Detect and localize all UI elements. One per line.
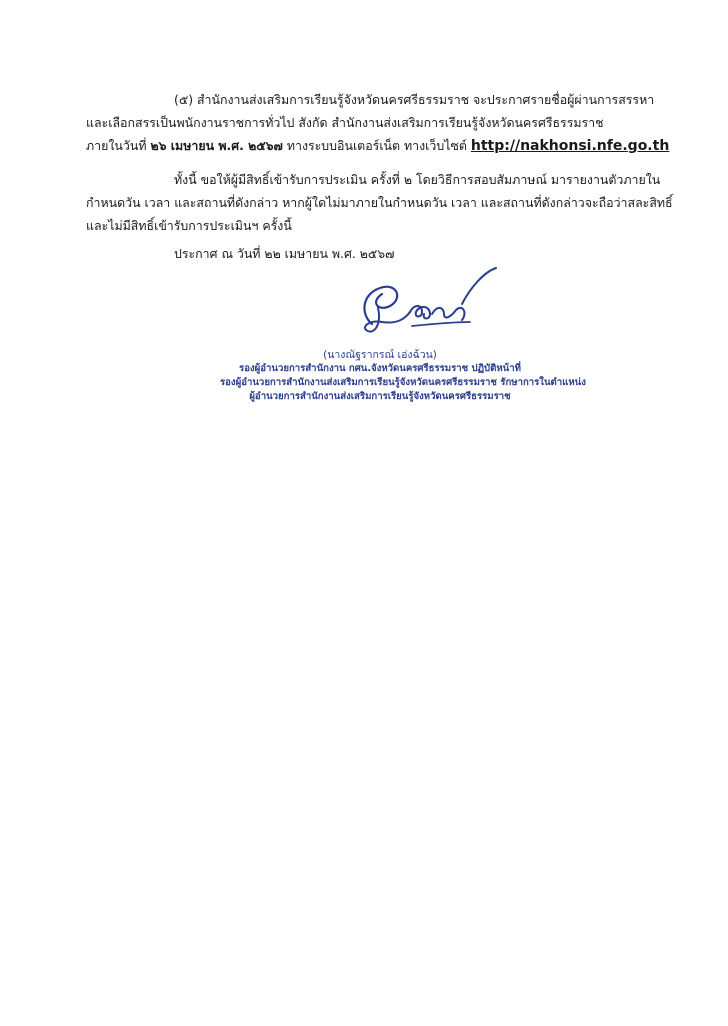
paragraph-line: กำหนดวัน เวลา และสถานที่ดังกล่าว หากผู้ใดไม่มาภายในกำหนดวัน เวลา และสถานที่ดังกล่าวจะถือว่าสละสิทธิ์ (86, 195, 673, 210)
paragraph-report-instructions (86, 168, 673, 237)
handwritten-signature (352, 264, 502, 344)
paragraph-line: (๕) สำนักงานส่งเสริมการเรียนรู้จังหวัดนครศรีธรรมราช จะประกาศรายชื่อผู้ผ่านการสรรหา (174, 92, 655, 107)
signer-name: (นางณัฐรากรณ์ เอ่งฉ้วน) (323, 349, 437, 361)
signer-position-line1: รองผู้อำนวยการสำนักงาน กศน.จังหวัดนครศรีธรรมราช ปฏิบัติหน้าที่ (239, 363, 521, 374)
signer-block (220, 348, 586, 404)
paragraph-line: ทั้งนี้ ขอให้ผู้มีสิทธิ์เข้ารับการประเมิน ครั้งที่ ๒ โดยวิธีการสอบสัมภาษณ์ มารายงานตัวภายใน (174, 172, 661, 187)
announcement-date: ๒๖ เมษายน พ.ศ. ๒๕๖๗ (150, 138, 283, 153)
signer-position-line3: ผู้อำนวยการสำนักงานส่งเสริมการเรียนรู้จังหวัดนครศรีธรรมราช (249, 391, 511, 402)
announcement-date-line: ประกาศ ณ วันที่ ๒๒ เมษายน พ.ศ. ๒๕๖๗ (174, 246, 395, 261)
paragraph-line (86, 134, 670, 158)
paragraph-line: และเลือกสรรเป็นพนักงานราชการทั่วไป สังกัด สำนักงานส่งเสริมการเรียนรู้จังหวัดนครศรีธรรมราช (86, 115, 604, 130)
paragraph-line: และไม่มีสิทธิ์เข้ารับการประเมินฯ ครั้งนี้ (86, 218, 292, 233)
website-prefix: ทางระบบอินเตอร์เน็ต ทางเว็บไซต์ (282, 138, 471, 153)
website-link[interactable]: http://nakhonsi.nfe.go.th (470, 138, 670, 154)
signer-position-line2: รองผู้อำนวยการสำนักงานส่งเสริมการเรียนรู้จังหวัดนครศรีธรรมราช รักษาการในตำแหน่ง (220, 377, 586, 388)
paragraph-announcement-results (86, 88, 670, 158)
date-prefix: ภายในวันที่ (86, 138, 151, 153)
